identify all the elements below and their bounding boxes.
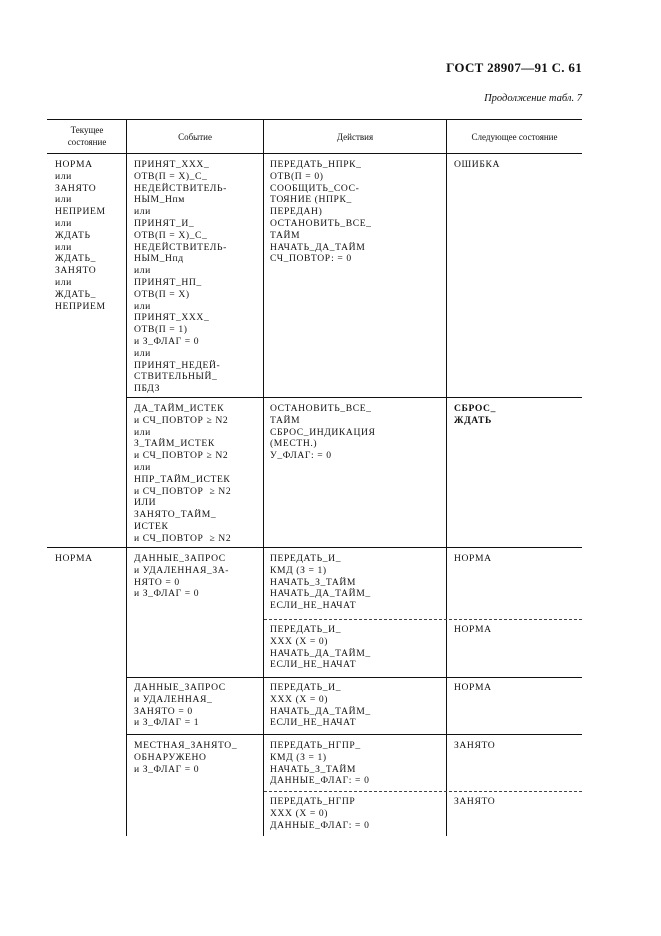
table-cell-next-state: НОРМА <box>454 553 492 564</box>
table-cell-action: ПЕРЕДАТЬ_НГПР_ КМД (З = 1) НАЧАТЬ_З_ТАЙМ ДАННЫЕ_ФЛАГ: = 0 <box>270 740 370 787</box>
table-cell-action: ПЕРЕДАТЬ_И_ КМД (З = 1) НАЧАТЬ_З_ТАЙМ НАЧАТЬ_ДА_ТАЙМ_ ЕСЛИ_НЕ_НАЧАТ <box>270 553 371 612</box>
table-cell-action: ОСТАНОВИТЬ_ВСЕ_ ТАЙМ СБРОС_ИНДИКАЦИЯ (МЕСТН.) У_ФЛАГ: = 0 <box>270 403 376 462</box>
table-cell-next-state: НОРМА <box>454 682 492 693</box>
row-separator <box>126 677 582 678</box>
column-header-current-state: Текущее состояние <box>67 125 107 147</box>
column-divider <box>446 119 447 836</box>
table-cell-event: ДАННЫЕ_ЗАПРОС и УДАЛЕННАЯ_ ЗАНЯТО = 0 и З_ФЛАГ = 1 <box>134 682 226 729</box>
row-separator <box>126 734 582 735</box>
table-cell-next-state: ЗАНЯТО <box>454 740 496 751</box>
table-cell-event: ПРИНЯТ_ХХХ_ ОТВ(П = X)_С_ НЕДЕЙСТВИТЕЛЬ- НЫМ_Нпм или ПРИНЯТ_И_ ОТВ(П = X)_С_ НЕДЕЙСТВИТЕЛЬ- НЫМ_Нпд или ПРИНЯТ_НП_ ОТВ(П = X) или ПРИНЯТ_ХХХ_ ОТВ(П = 1) и З_ФЛАГ = 0 или ПРИНЯТ_НЕДЕЙ- СТВИТЕЛЬНЫЙ_ ПБДЗ <box>134 159 227 395</box>
column-divider <box>126 119 127 836</box>
table-cell-state: НОРМА <box>55 553 93 564</box>
table-cell-action: ПЕРЕДАТЬ_НПРК_ ОТВ(П = 0) СООБЩИТЬ_СОС- ТОЯНИЕ (НПРК_ ПЕРЕДАН) ОСТАНОВИТЬ_ВСЕ_ ТАЙМ НАЧАТЬ_ДА_ТАЙМ СЧ_ПОВТОР: = 0 <box>270 159 372 265</box>
column-header-event: Событие <box>178 132 212 142</box>
table-top-rule <box>47 119 582 120</box>
table-header-rule <box>47 153 582 154</box>
table-cell-event: МЕСТНАЯ_ЗАНЯТО_ ОБНАРУЖЕНО и З_ФЛАГ = 0 <box>134 740 238 775</box>
table-continuation-label: Продолжение табл. 7 <box>484 93 582 104</box>
table-cell-action: ПЕРЕДАТЬ_И_ ХХХ (X = 0) НАЧАТЬ_ДА_ТАЙМ_ ЕСЛИ_НЕ_НАЧАТ <box>270 682 371 729</box>
page-header: ГОСТ 28907—91 С. 61 <box>446 60 582 75</box>
table-cell-event: ДА_ТАЙМ_ИСТЕК и СЧ_ПОВТОР ≥ N2 или З_ТАЙМ_ИСТЕК и СЧ_ПОВТОР ≥ N2 или НПР_ТАЙМ_ИСТЕК и СЧ_ПОВТОР ≥ N2 ИЛИ ЗАНЯТО_ТАЙМ_ ИСТЕК и СЧ_ПОВТОР ≥ N2 <box>134 403 232 544</box>
column-header-next-state: Следующее состояние <box>471 132 558 142</box>
column-divider <box>263 119 264 836</box>
table-cell-next-state: ОШИБКА <box>454 159 500 170</box>
column-header-actions: Действия <box>336 132 374 142</box>
subrow-separator <box>264 619 582 620</box>
table-cell-action-alt: ПЕРЕДАТЬ_И_ ХХХ (X = 0) НАЧАТЬ_ДА_ТАЙМ_ ЕСЛИ_НЕ_НАЧАТ <box>270 624 371 671</box>
table-cell-action-alt: ПЕРЕДАТЬ_НГПР ХХХ (X = 0) ДАННЫЕ_ФЛАГ: = 0 <box>270 796 370 831</box>
row-separator <box>126 397 582 398</box>
table-cell-next-state-alt: НОРМА <box>454 624 492 635</box>
table-cell-next-state: СБРОС_ ЖДАТЬ <box>454 403 496 426</box>
table-cell-state: НОРМА или ЗАНЯТО или НЕПРИЕМ или ЖДАТЬ или ЖДАТЬ_ ЗАНЯТО или ЖДАТЬ_ НЕПРИЕМ <box>55 159 106 312</box>
table-cell-next-state-alt: ЗАНЯТО <box>454 796 496 807</box>
row-separator <box>47 547 582 548</box>
table-cell-event: ДАННЫЕ_ЗАПРОС и УДАЛЕННАЯ_ЗА- НЯТО = 0 и З_ФЛАГ = 0 <box>134 553 230 600</box>
subrow-separator <box>264 791 582 792</box>
